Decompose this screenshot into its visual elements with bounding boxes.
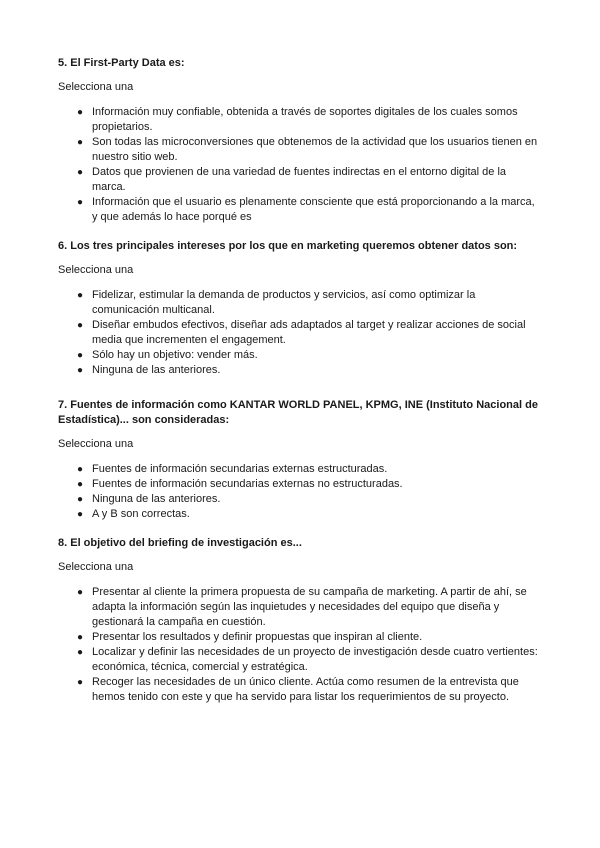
bullet-icon: ● (77, 350, 84, 361)
option-text: A y B son correctas. (92, 508, 190, 520)
bullet-icon: ● (77, 464, 84, 475)
option-text: Ninguna de las anteriores. (92, 493, 221, 505)
question-title: 5. El First-Party Data es: (58, 57, 185, 69)
bullet-icon: ● (77, 365, 84, 376)
option-item (77, 492, 542, 507)
option-item (77, 462, 542, 477)
option-text: Datos que provienen de una variedad de fuentes indirectas en el entorno digital de la marca. (92, 166, 507, 193)
option-item (77, 348, 542, 363)
question-8 (58, 536, 542, 705)
option-item (77, 645, 542, 675)
option-text: Recoger las necesidades de un único cliente. Actúa como resumen de la entrevista que hemos tenido con este y que ha servido para listar los requerimientos de su proyecto. (92, 676, 519, 703)
option-list (58, 105, 542, 225)
option-list (58, 288, 542, 378)
option-text: Presentar al cliente la primera propuesta de su campaña de marketing. A partir de ahí, se adapta la información según las inquietudes y necesidades del equipo que diseña y gestionará la campaña en cuestión. (92, 586, 527, 628)
bullet-icon: ● (77, 494, 84, 505)
bullet-icon: ● (77, 632, 84, 643)
option-item (77, 195, 542, 225)
question-6 (58, 239, 542, 378)
option-text: Información muy confiable, obtenida a través de soportes digitales de los cuales somos propietarios. (92, 106, 518, 133)
question-instruction: Selecciona una (58, 561, 134, 573)
bullet-icon: ● (77, 509, 84, 520)
option-item (77, 507, 542, 522)
bullet-icon: ● (77, 479, 84, 490)
option-text: Ninguna de las anteriores. (92, 364, 221, 376)
bullet-icon: ● (77, 167, 84, 178)
option-item (77, 585, 542, 630)
option-text: Fidelizar, estimular la demanda de productos y servicios, así como optimizar la comunicación multicanal. (92, 289, 476, 316)
option-item (77, 165, 542, 195)
question-title: 7. Fuentes de información como KANTAR WORLD PANEL, KPMG, INE (Instituto Nacional de Estadística)... son consideradas: (58, 399, 538, 426)
question-5 (58, 56, 542, 225)
option-item (77, 477, 542, 492)
bullet-icon: ● (77, 137, 84, 148)
question-instruction: Selecciona una (58, 438, 134, 450)
bullet-icon: ● (77, 320, 84, 331)
option-text: Diseñar embudos efectivos, diseñar ads adaptados al target y realizar acciones de social media que incrementen el engagement. (92, 319, 526, 346)
option-list (58, 462, 542, 522)
option-item (77, 318, 542, 348)
question-instruction: Selecciona una (58, 264, 134, 276)
option-text: Fuentes de información secundarias externas no estructuradas. (92, 478, 403, 490)
option-text: Son todas las microconversiones que obtenemos de la actividad que los usuarios tienen en nuestro sitio web. (92, 136, 538, 163)
option-item (77, 288, 542, 318)
bullet-icon: ● (77, 290, 84, 301)
option-item (77, 105, 542, 135)
option-item (77, 675, 542, 705)
option-item (77, 630, 542, 645)
bullet-icon: ● (77, 647, 84, 658)
option-text: Sólo hay un objetivo: vender más. (92, 349, 258, 361)
question-title: 6. Los tres principales intereses por los que en marketing queremos obtener datos son: (58, 240, 518, 252)
question-title: 8. El objetivo del briefing de investigación es... (58, 537, 302, 549)
bullet-icon: ● (77, 677, 84, 688)
option-item (77, 135, 542, 165)
question-7 (58, 398, 542, 522)
option-text: Fuentes de información secundarias externas estructuradas. (92, 463, 388, 475)
option-list (58, 585, 542, 705)
bullet-icon: ● (77, 107, 84, 118)
option-text: Presentar los resultados y definir propuestas que inspiran al cliente. (92, 631, 423, 643)
option-item (77, 363, 542, 378)
option-text: Localizar y definir las necesidades de un proyecto de investigación desde cuatro vertientes: económica, técnica, comercial y estratégica. (92, 646, 538, 673)
question-instruction: Selecciona una (58, 81, 134, 93)
option-text: Información que el usuario es plenamente consciente que está proporcionando a la marca, y que además lo hace porqué es (92, 196, 535, 223)
bullet-icon: ● (77, 587, 84, 598)
bullet-icon: ● (77, 197, 84, 208)
